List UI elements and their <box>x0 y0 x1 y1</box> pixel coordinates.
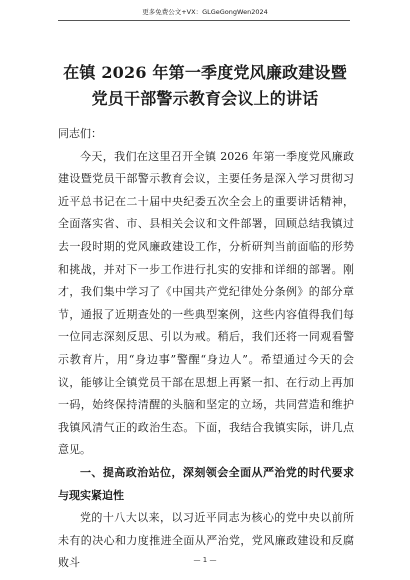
header-promo-text: 更多免费公文+VX：GLGeGongWen2024 <box>142 8 268 16</box>
paragraph-intro: 今天，我们在这里召开全镇 2026 年第一季度党风廉政建设暨党员干部警示教育会议，主要任务是深入学习贯彻习近平总书记在二十届中央纪委五次全会上的重要讲话精神，全面落实省、市、县相关会议和文件部署，回顾总结我镇过去一段时期的党风廉政建设工作，分析研判当前面临的形势和挑战，并对下一步工作进行扎实的安排和详细的部署。刚才，我们集中学习了《中国共产党纪律处分条例》的部分章节，通报了近期查处的一些典型案例，这些内容值得我们每一位同志深刻反思、引以为戒。稍后，我们还将一同观看警示教育片，用“身边事”警醒“身边人”。希望通过今天的会议，能够让全镇党员干部在思想上再紧一扣、在行动上再加一码，始终保持清醒的头脑和坚定的立场，共同营造和维护我镇风清气正的政治生态。下面，我结合我镇实际，讲几点意见。 <box>58 149 354 457</box>
page-number: — 1 — <box>193 556 217 564</box>
paragraph-section-1: 党的十八大以来，以习近平同志为核心的党中央以前所未有的决心和力度推进全面从严治党，党风廉政建设和反腐败斗 <box>58 511 354 570</box>
header-divider <box>58 20 350 21</box>
salutation: 同志们： <box>58 127 102 140</box>
section-heading-1: 一、提高政治站位，深刻领会全面从严治党的时代要求与现实紧迫性 <box>58 465 354 502</box>
page-header <box>0 0 410 36</box>
document-body <box>58 123 354 575</box>
document-title: 在镇 2026 年第一季度党风廉政建设暨党员干部警示教育会议上的讲话 <box>63 63 347 108</box>
